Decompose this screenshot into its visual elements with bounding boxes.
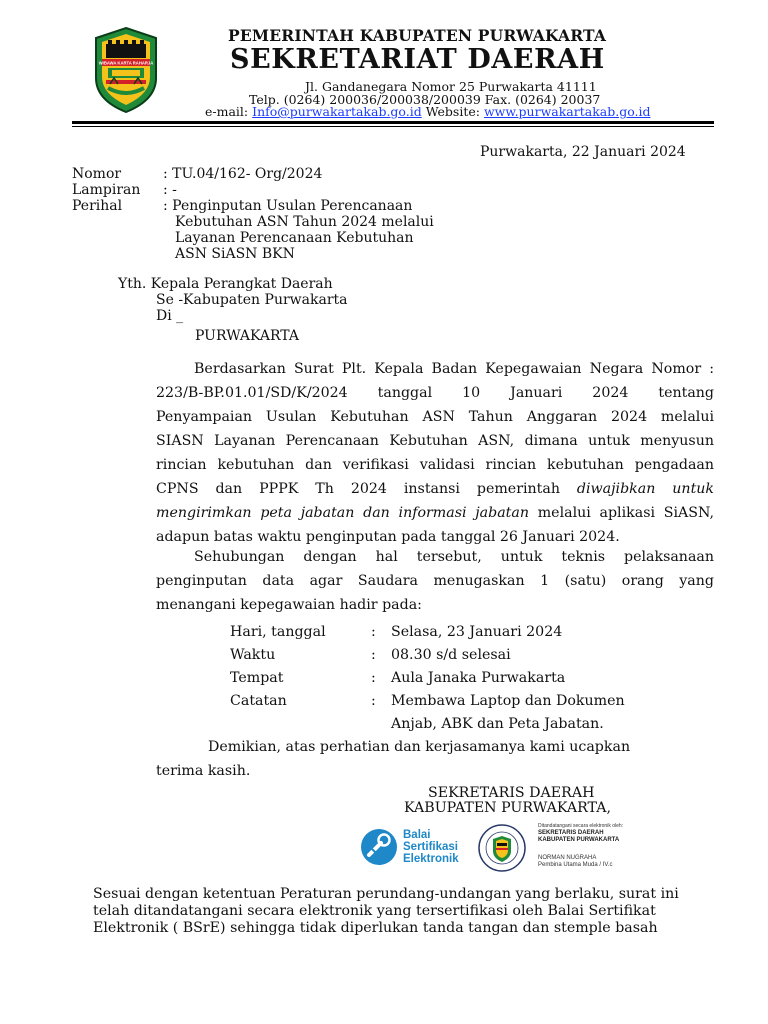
paragraph-2 [156, 545, 714, 617]
website-label: Website: [425, 104, 480, 119]
schedule-label: Catatan [230, 693, 287, 709]
paragraph-line [156, 501, 714, 525]
closing-line: Demikian, atas perhatian dan kerjasamanya kami ucapkan [208, 739, 631, 755]
paragraph-1 [156, 357, 714, 549]
paragraph-line: Penyampaian Usulan Kebutuhan ASN Tahun Anggaran 2024 melalui [156, 409, 714, 425]
paragraph-line: Berdasarkan Surat Plt. Kepala Badan Kepegawaian Negara Nomor : [194, 361, 714, 377]
perihal-line: Layanan Perencanaan Kebutuhan [175, 230, 414, 246]
recipient-city: PURWAKARTA [195, 328, 299, 344]
footer-note [93, 886, 733, 937]
bsre-text: Balai [403, 829, 431, 841]
schedule-value: 08.30 s/d selesai [391, 647, 511, 663]
purwakarta-logo [92, 26, 160, 114]
paragraph-line: menangani kepegawaian hadir pada: [156, 597, 422, 613]
perihal-label: Perihal [72, 198, 123, 214]
email-link[interactable]: Info@purwakartakab.go.id [252, 104, 422, 119]
schedule-label: Hari, tanggal [230, 624, 326, 640]
header-address: Jl. Gandanegara Nomor 25 Purwakarta 41111 [305, 79, 597, 94]
lampiran-label: Lampiran [72, 182, 141, 198]
schedule-value-cont: Anjab, ABK dan Peta Jabatan. [391, 716, 604, 732]
schedule-value: Membawa Laptop dan Dokumen [391, 693, 625, 709]
lampiran-value: : - [163, 182, 177, 198]
paragraph-line: adapun batas waktu penginputan pada tanggal 26 Januari 2024. [156, 529, 620, 545]
nomor-value: : TU.04/162- Org/2024 [163, 166, 323, 182]
paragraph-text: CPNS dan PPPK Th 2024 instansi pemerintah [156, 481, 560, 497]
bsre-wordmark [403, 829, 459, 865]
schedule-value: Selasa, 23 Januari 2024 [391, 624, 563, 640]
footer-line: Sesuai dengan ketentuan Peraturan perundang-undangan yang berlaku, surat ini [93, 886, 679, 902]
schedule-label: Tempat [230, 670, 284, 686]
paragraph-line: penginputan data agar Saudara menugaskan 1 (satu) orang yang [156, 573, 714, 589]
recipient-line: Se -Kabupaten Purwakarta [156, 292, 348, 308]
paragraph-italic: diwajibkan untuk [576, 481, 715, 497]
bsre-text: Elektronik [403, 853, 459, 865]
perihal-line: ASN SiASN BKN [175, 246, 295, 262]
paragraph-line: rincian kebutuhan dan verifikasi validasi rincian kebutuhan pengadaan [156, 457, 714, 473]
footer-line: Elektronik ( BSrE) sehingga tidak diperlukan tanda tangan dan stemple basah [93, 920, 658, 936]
bsre-text: Sertifikasi [403, 841, 458, 853]
schedule-sep: : [371, 670, 376, 686]
paragraph-italic: mengirimkan peta jabatan dan informasi jabatan [156, 505, 529, 521]
signer-rank: Pembina Utama Muda / IV.c [538, 862, 613, 868]
signature-title: KABUPATEN PURWAKARTA, [404, 800, 611, 816]
paragraph-line [156, 477, 714, 501]
schedule-label: Waktu [230, 647, 276, 663]
recipient-line: Di _ [156, 308, 184, 324]
recipient-line: Yth. Kepala Perangkat Daerah [118, 276, 333, 292]
website-link[interactable]: www.purwakartakab.go.id [483, 104, 651, 119]
closing-line: terima kasih. [156, 763, 251, 779]
signer-name: NORMAN NUGRAHA [538, 855, 597, 861]
signed-role: KABUPATEN PURWAKARTA [538, 837, 620, 843]
signed-note: Ditandatangani secara elektronik oleh: [538, 823, 624, 829]
schedule-sep: : [371, 624, 376, 640]
header-rule-thin [72, 126, 714, 127]
schedule-value: Aula Janaka Purwakarta [391, 670, 566, 686]
signed-role: SEKRETARIS DAERAH [538, 830, 604, 836]
paragraph-line: 223/B-BP.01.01/SD/K/2024 tanggal 10 Januari 2024 tentang [156, 385, 714, 401]
perihal-line: : Penginputan Usulan Perencanaan [163, 198, 413, 214]
paragraph-line: Sehubungan dengan hal tersebut, untuk teknis pelaksanaan [194, 549, 714, 565]
header-office: SEKRETARIAT DAERAH [230, 44, 605, 75]
nomor-label: Nomor [72, 166, 122, 182]
perihal-line: Kebutuhan ASN Tahun 2024 melalui [175, 214, 434, 230]
footer-line: telah ditandatangani secara elektronik yang tersertifikasi oleh Balai Sertifikat [93, 903, 656, 919]
electronic-seal-icon [475, 823, 529, 873]
bsre-logo-icon [360, 828, 398, 866]
email-label: e-mail: [205, 104, 249, 119]
schedule-sep: : [371, 693, 376, 709]
schedule-sep: : [371, 647, 376, 663]
signature-title: SEKRETARIS DAERAH [428, 785, 595, 801]
header-rule-thick [72, 121, 714, 124]
header-government: PEMERINTAH KABUPATEN PURWAKARTA [228, 26, 607, 45]
header-phone: Telp. (0264) 200036/200038/200039 Fax. (0264) 20037 [249, 92, 601, 107]
header-contact [205, 104, 651, 119]
paragraph-line: SIASN Layanan Perencanaan Kebutuhan ASN, dimana untuk menyusun [156, 433, 714, 449]
letter-date: Purwakarta, 22 Januari 2024 [480, 144, 686, 160]
paragraph-text: melalui aplikasi SiASN, [537, 505, 714, 521]
logo-banner-text: WIBAWA KARTA RAHARJA [98, 60, 154, 66]
